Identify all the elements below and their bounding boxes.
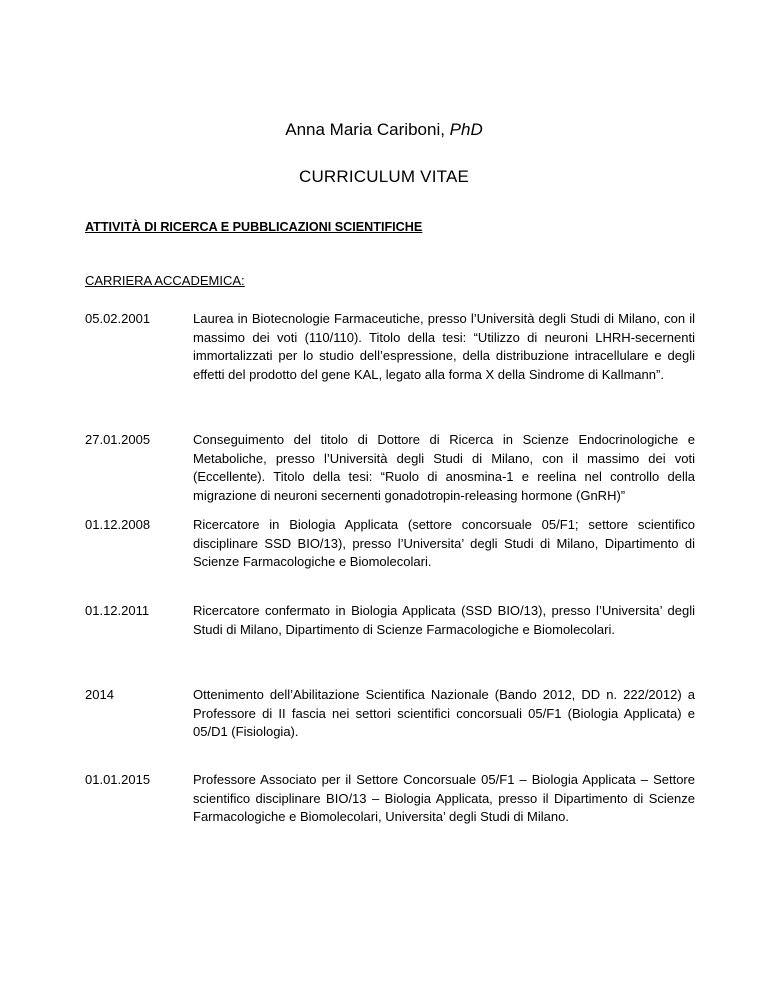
entry-description: Ricercatore in Biologia Applicata (settore concorsuale 05/F1; settore scientifico disciplinare SSD BIO/13), presso l’Universita’ degli Studi di Milano, Dipartimento di Scienze Farmacologiche e Biomolecolari. [193,517,695,569]
author-name-text: Anna Maria Cariboni, [285,120,450,139]
entry-date: 01.12.2011 [85,603,150,618]
entry-date: 01.12.2008 [85,517,151,532]
entry-date: 01.01.2015 [85,772,151,787]
sub-heading: CARRIERA ACCADEMICA: [85,273,245,288]
entry-description: Laurea in Biotecnologie Farmaceutiche, presso l’Università degli Studi di Milano, con il massimo dei voti (110/110). Titolo della tesi: “Utilizzo di neuroni LHRH-secernenti immortalizzati per lo studio dell’espressione, della distribuzione intracellulare e degli effetti del prodotto del gene KAL, legato alla forma X della Sindrome di Kallmann”. [193,311,695,382]
entry-description: Conseguimento del titolo di Dottore di Ricerca in Scienze Endocrinologiche e Metaboliche, presso l’Università degli Studi di Milano, con il massimo dei voti (Eccellente). Titolo della tesi: “Ruolo di anosmina-1 e reelina nel controllo della migrazione di neuroni secernenti gonadotropin-releasing hormone (GnRH)” [193,432,695,503]
entry-date: 2014 [85,687,114,702]
entry-description: Ottenimento dell’Abilitazione Scientifica Nazionale (Bando 2012, DD n. 222/2012) a Professore di II fascia nei settori scientifici concorsuali 05/F1 (Biologia Applicata) e 05/D1 (Fisiologia). [193,687,695,739]
entry-date: 27.01.2005 [85,432,151,447]
section-heading: ATTIVITÀ DI RICERCA E PUBBLICAZIONI SCIENTIFICHE [85,220,423,234]
entry-description: Ricercatore confermato in Biologia Applicata (SSD BIO/13), presso l’Universita’ degli Studi di Milano, Dipartimento di Scienze Farmacologiche e Biomolecolari. [193,603,695,637]
entry-description: Professore Associato per il Settore Concorsuale 05/F1 – Biologia Applicata – Settore scientifico disciplinare BIO/13 – Biologia Applicata, presso il Dipartimento di Scienze Farmacologiche e Biomolecolari, Universita’ degli Studi di Milano. [193,772,695,824]
entry-date: 05.02.2001 [85,311,151,326]
document-title: CURRICULUM VITAE [298,167,470,186]
author-name [0,119,768,141]
author-degree: PhD [449,120,483,139]
